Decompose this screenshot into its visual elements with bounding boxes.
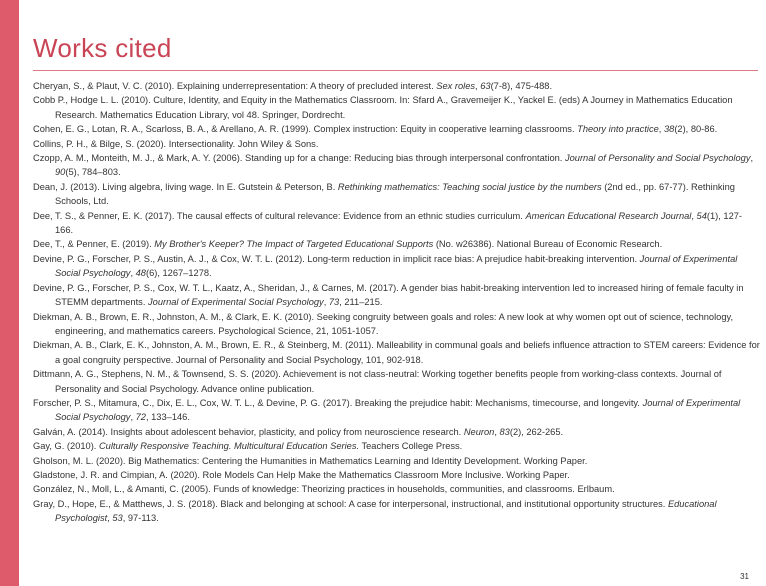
left-accent-bar [0, 0, 19, 586]
reference-list [33, 79, 760, 526]
reference-italic-segment: 38 [663, 124, 675, 135]
reference-segment: (2), 80-86. [674, 124, 718, 135]
reference-segment: Dean, J. (2013). Living algebra, living wage. In E. Gutstein & Peterson, B. [33, 181, 338, 192]
reference-italic-segment: Journal of Experimental Social Psychology [55, 397, 741, 423]
reference-entry [33, 338, 760, 367]
reference-segment: Diekman, A. B., Brown, E. R., Johnston, A. M., & Clark, E. K. (2010). Seeking congruity between goals and roles: A new look at why women opt out of science, technology, engineering, and mathematics careers. Psychological Science, 21, 1051-1057. [33, 311, 734, 336]
reference-entry [33, 93, 760, 122]
reference-segment: , [691, 210, 697, 221]
reference-italic-segment: 63 [480, 81, 491, 91]
reference-italic-segment: Theory into practice [577, 124, 659, 135]
reference-segment: Gladstone, J. R. and Cimpian, A. (2020). Role Models Can Help Make the Mathematics Classroom More Inclusive. Working Paper. [33, 469, 570, 480]
reference-segment: Czopp, A. M., Monteith, M. J., & Mark, A. Y. (2006). Standing up for a change: Reducing bias through interpersonal confrontation. [33, 153, 565, 164]
reference-segment: Devine, P. G., Forscher, P. S., Cox, W. T. L., Kaatz, A., Sheridan, J., & Carnes, M. (2017). A gender bias habit-breaking intervention led to increased hiring of female faculty in STEMM departments. [33, 282, 744, 308]
page-title: Works cited [33, 33, 172, 63]
reference-segment: Dee, T. S., & Penner, E. K. (2017). The causal effects of cultural relevance: Evidence from an ethnic studies curriculum. [33, 210, 526, 221]
title-divider [33, 70, 758, 71]
reference-segment: , 97-113. [122, 513, 159, 524]
reference-entry [33, 454, 760, 468]
reference-italic-segment: Rethinking mathematics: Teaching social justice by the numbers [337, 181, 602, 192]
reference-segment: Cohen, E. G., Lotan, R. A., Scarloss, B. A., & Arellano, A. R. (1999). Complex instruction: Equity in cooperative learning classrooms. [33, 124, 578, 135]
reference-entry [33, 425, 760, 439]
reference-segment: Gay, G. (2010). [33, 441, 99, 452]
reference-entry [33, 497, 760, 526]
reference-italic-segment: 53 [112, 513, 123, 524]
reference-entry [33, 439, 760, 453]
reference-italic-segment: Culturally Responsive Teaching. Multicultural Education Series. [98, 441, 360, 452]
reference-segment: Forscher, P. S., Mitamura, C., Dix, E. L., Cox, W. T. L., & Devine, P. G. (2017). Breaking the prejudice habit: Mechanisms, timecourse, and longevity. [33, 397, 643, 408]
reference-segment: Cheryan, S., & Plaut, V. C. (2010). Explaining underrepresentation: A theory of precluded interest. [33, 81, 437, 91]
reference-segment: Collins, P. H., & Bilge, S. (2020). Intersectionality. John Wiley & Sons. [33, 138, 319, 149]
reference-segment: (2), 262-265. [509, 426, 564, 437]
reference-segment: , [494, 426, 500, 437]
reference-italic-segment: Journal of Personality and Social Psychology [564, 153, 751, 164]
reference-segment: , [658, 124, 664, 135]
reference-segment: , [323, 297, 329, 308]
reference-segment: Dee, T., & Penner, E. (2019). [33, 239, 155, 250]
reference-italic-segment: 72 [135, 412, 146, 423]
reference-entry [33, 468, 760, 482]
reference-entry [33, 237, 760, 251]
reference-segment: (6), 1267–1278. [145, 268, 212, 279]
reference-italic-segment: 83 [499, 426, 510, 437]
reference-segment: Gholson, M. L. (2020). Big Mathematics: Centering the Humanities in Mathematics Learning and Identity Development. Working Paper. [33, 455, 588, 466]
reference-entry [33, 151, 760, 180]
reference-italic-segment: 48 [135, 268, 146, 279]
reference-segment: Galván, A. (2014). Insights about adolescent behavior, plasticity, and policy from neuroscience research. [33, 426, 464, 437]
reference-segment: , [130, 412, 136, 423]
reference-segment: , [475, 81, 481, 91]
reference-segment: , [107, 513, 113, 524]
reference-italic-segment: Neuron [463, 426, 495, 437]
reference-entry [33, 310, 760, 339]
reference-entry [33, 180, 760, 209]
reference-italic-segment: Journal of Experimental Social Psychology [55, 253, 738, 279]
reference-segment: , [130, 268, 136, 279]
reference-italic-segment: My Brother's Keeper? The Impact of Targeted Educational Supports [154, 239, 434, 250]
reference-segment: (5), 784–803. [65, 167, 121, 178]
reference-entry [33, 367, 760, 396]
reference-entry [33, 281, 760, 310]
reference-segment: , 211–215. [339, 297, 383, 308]
reference-segment: , 133–146. [145, 412, 190, 423]
reference-segment: (2nd ed., pp. 67-77). Rethinking Schools, Ltd. [55, 181, 735, 207]
reference-entry [33, 122, 760, 136]
reference-segment: Dittmann, A. G., Stephens, N. M., & Townsend, S. S. (2020). Achievement is not class-neutral: Working together benefits people from working-class contexts. Journal of Personality and Social Psychology. Advance online publication. [33, 369, 722, 394]
reference-italic-segment: Sex roles [436, 81, 476, 91]
reference-italic-segment: Educational Psychologist [55, 498, 717, 524]
reference-segment: (No. w26386). National Bureau of Economic Research. [433, 239, 663, 250]
reference-entry [33, 209, 760, 238]
reference-entry [33, 396, 760, 425]
reference-entry [33, 252, 760, 281]
reference-segment: González, N., Moll, L., & Amanti, C. (2005). Funds of knowledge: Theorizing practices in households, communities, and classrooms. Erlbaum. [33, 484, 615, 495]
reference-entry [33, 482, 760, 496]
reference-segment: Devine, P. G., Forscher, P. S., Austin, A. J., & Cox, W. T. L. (2012). Long-term reduction in implicit race bias: A prejudice habit-breaking intervention. [33, 253, 640, 264]
reference-entry [33, 79, 760, 93]
reference-segment: (1), 127-166. [55, 210, 743, 236]
reference-segment: , [750, 153, 754, 164]
reference-segment: Cobb P., Hodge L. L. (2010). Culture, Identity, and Equity in the Mathematics Classroom. In: Sfard A., Gravemeijer K., Yackel E. (eds) A Journey in Mathematics Education Research. Mathematics Education Library, vol 48. Springer, Dordrecht. [33, 95, 733, 120]
reference-segment: Diekman, A. B., Clark, E. K., Johnston, A. M., Brown, E. R., & Steinberg, M. (2011). Malleability in communal goals and beliefs influence attraction to STEM careers: Evidence for a goal congruity perspective. Journal of Personality and Social Psychology, 101, 902-918. [33, 340, 760, 365]
reference-segment: Teachers College Press. [359, 441, 463, 452]
reference-segment: Gray, D., Hope, E., & Matthews, J. S. (2018). Black and belonging at school: A case for interpersonal, instructional, and institutional opportunity structures. [33, 498, 668, 509]
reference-italic-segment: 73 [328, 297, 340, 308]
page-number: 31 [740, 572, 749, 581]
reference-italic-segment: 90 [55, 167, 66, 178]
reference-italic-segment: Journal of Experimental Social Psychology [148, 297, 324, 308]
reference-italic-segment: 54 [696, 210, 707, 221]
reference-italic-segment: American Educational Research Journal [525, 210, 692, 221]
reference-entry [33, 137, 760, 151]
reference-segment: (7-8), 475-488. [490, 81, 553, 91]
